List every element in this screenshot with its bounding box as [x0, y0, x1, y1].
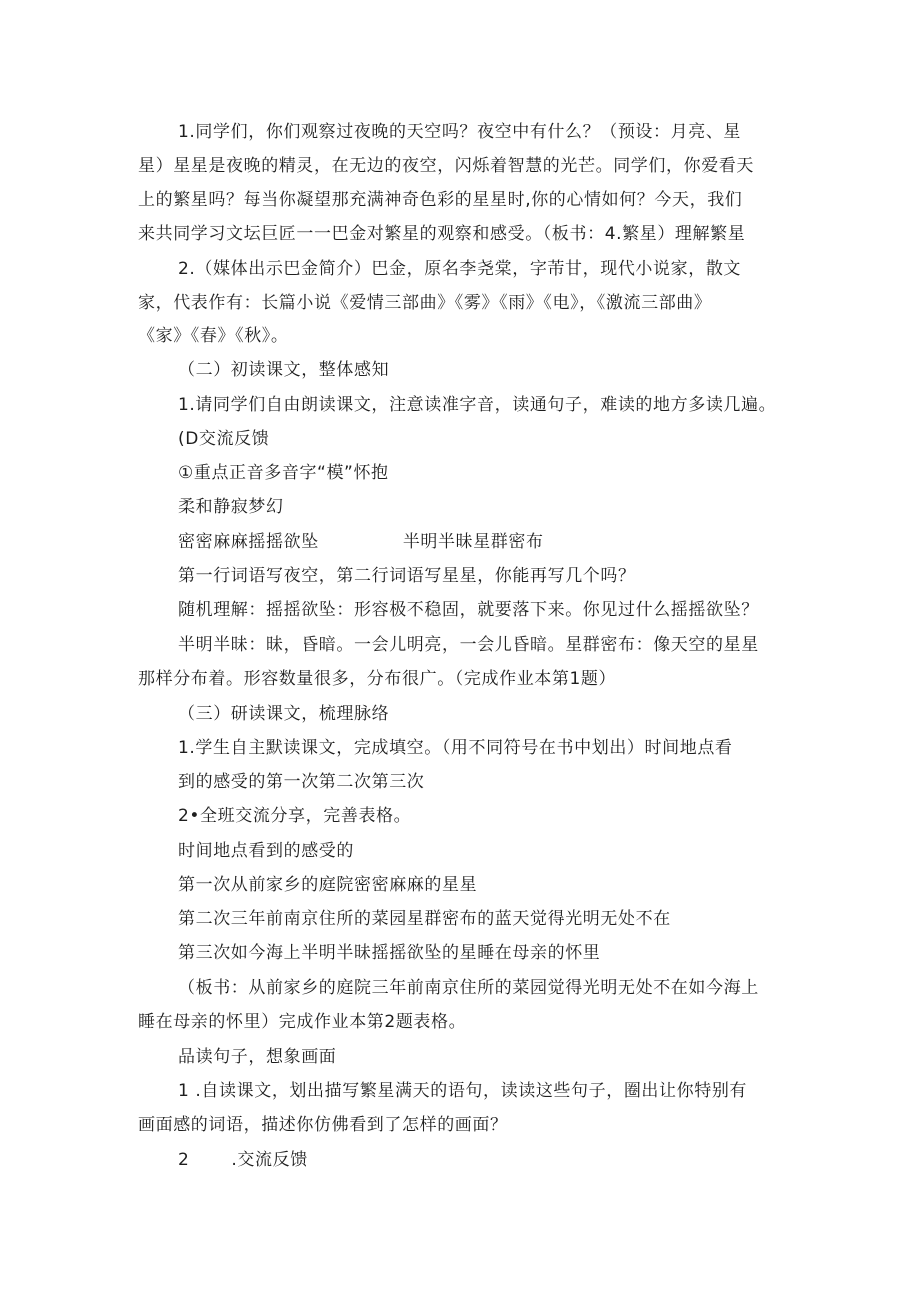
word-group: 密密麻麻摇摇欲坠: [178, 532, 319, 552]
paragraph-line: ①重点正音多音字“模”怀抱: [178, 463, 389, 483]
paragraph-line: 1.学生自主默读课文，完成填空。（用不同符号在书中划出）时间地点看: [178, 738, 733, 758]
paragraph-line: 2.（媒体出示巴金简介）巴金，原名李尧棠，字芾甘，现代小说家，散文: [178, 259, 742, 279]
item-text: .交流反馈: [231, 1150, 308, 1170]
paragraph-line: 柔和静寂梦幻: [178, 497, 284, 517]
paragraph-line: (D交流反馈: [178, 429, 270, 449]
paragraph-line: 上的繁星吗？每当你凝望那充满神奇色彩的星星时,你的心情如何？今天，我们: [138, 190, 743, 210]
paragraph-line: 半明半昧：昧，昏暗。一会儿明亮，一会儿昏暗。星群密布：像天空的星星: [178, 635, 759, 655]
paragraph-line: 随机理解：摇摇欲坠：形容极不稳固，就要落下来。你见过什么摇摇欲坠？: [178, 600, 759, 620]
table-row-line: 第三次如今海上半明半昧摇摇欲坠的星睡在母亲的怀里: [178, 943, 601, 963]
section-heading: （二）初读课文，整体感知: [178, 360, 390, 380]
section-heading: （三）研读课文，梳理脉络: [178, 704, 390, 724]
paragraph-line: 《家》《春》《秋》。: [138, 326, 289, 346]
paragraph-line: 第一行词语写夜空，第二行词语写星星，你能再写几个吗？: [178, 566, 636, 586]
table-row-line: 第二次三年前南京住所的菜园星群密布的蓝天觉得光明无处不在: [178, 909, 671, 929]
paragraph-line: 1.请同学们自由朗读课文，注意读准字音，读通句子，难读的地方多读几遍。: [178, 395, 777, 415]
paragraph-line: 1.同学们，你们观察过夜晚的天空吗？夜空中有什么？（预设：月亮、星: [178, 122, 742, 142]
paragraph-line: 星）星星是夜晚的精灵，在无边的夜空，闪烁着智慧的光芒。同学们，你爱看天: [138, 156, 754, 176]
paragraph-line: 1 .自读课文，划出描写繁星满天的语句，读读这些句子，圈出让你特别有: [178, 1081, 748, 1101]
paragraph-line: 睡在母亲的怀里）完成作业本第2题表格。: [138, 1012, 467, 1032]
paragraph-line: 来共同学习文坛巨匠一一巴金对繁星的观察和感受。（板书：4.繁星）理解繁星: [138, 224, 746, 244]
item-number: 2: [178, 1150, 190, 1170]
paragraph-line: （板书：从前家乡的庭院三年前南京住所的菜园觉得光明无处不在如今海上: [178, 978, 759, 998]
paragraph-line: 2•全班交流分享，完善表格。: [178, 806, 412, 826]
paragraph-line: 到的感受的第一次第二次第三次: [178, 772, 425, 792]
table-header-line: 时间地点看到的感受的: [178, 841, 354, 861]
table-row-line: 第一次从前家乡的庭院密密麻麻的星星: [178, 875, 478, 895]
paragraph-line: 家，代表作有：长篇小说《爱情三部曲》《雾》《雨》《电》，《激流三部曲》: [138, 293, 712, 313]
section-heading: 品读句子，想象画面: [178, 1047, 337, 1067]
word-list-row: [178, 532, 544, 552]
paragraph-line: 画面感的词语，描述你仿佛看到了怎样的画面？: [138, 1115, 508, 1135]
feedback-line: [178, 1150, 308, 1170]
word-group: 半明半昧星群密布: [402, 532, 544, 552]
paragraph-line: 那样分布着。形容数量很多，分布很广。（完成作业本第1题）: [138, 669, 617, 689]
